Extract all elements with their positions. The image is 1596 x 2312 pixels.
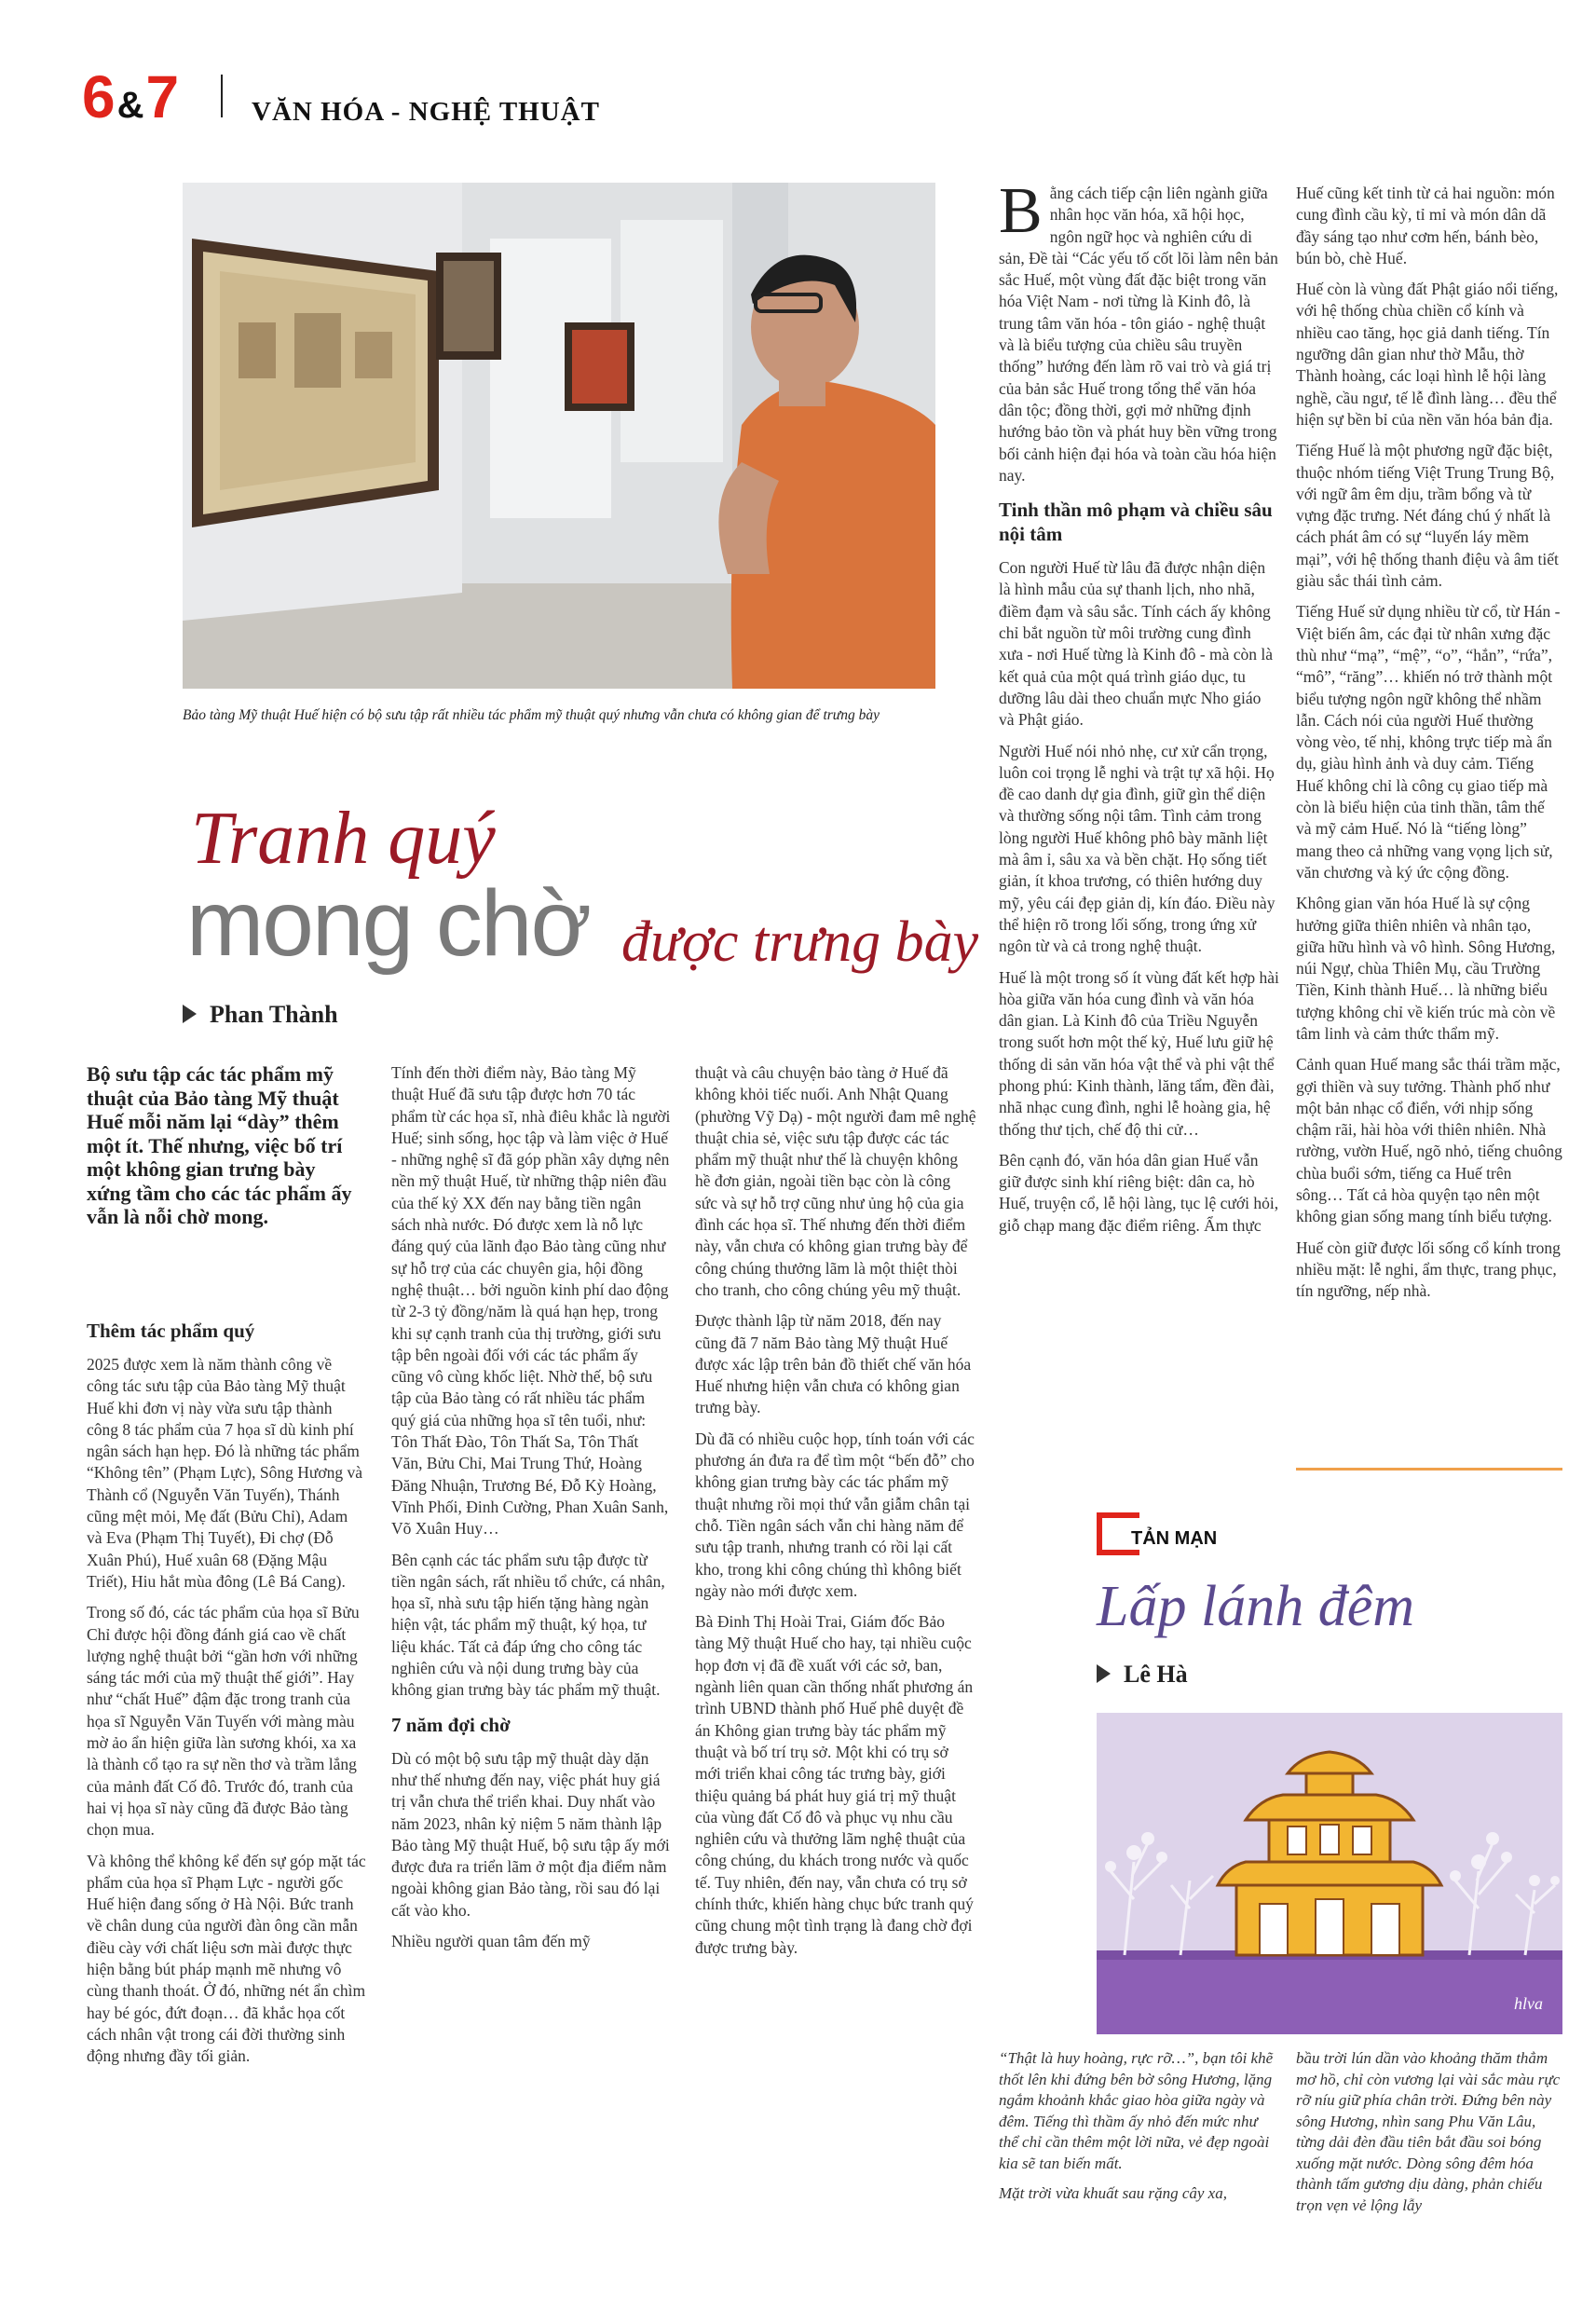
page-number	[82, 63, 180, 135]
paragraph: bầu trời lún dần vào khoảng thăm thẳm mơ hồ, chỉ còn vương lại vài sắc màu rực rỡ níu giữ phía chân trời. Đứng bên này sông Hương, nhìn sang Phu Văn Lâu, từng dải đèn đầu tiên bắt đầu soi bóng xuống mặt nước. Dòng sông đêm hóa thành tấm gương dịu dàng, phản chiếu trọn vẹn vẻ lộng lẫy	[1296, 2049, 1561, 2214]
article-column-2	[391, 1062, 671, 1962]
article-column-4	[999, 175, 1279, 1246]
paragraph: Tính đến thời điểm này, Bảo tàng Mỹ thuật Huế đã sưu tập được hơn 70 tác phẩm từ các họa sĩ, nhà điêu khắc là người Huế; sinh sống, học tập và làm việc ở Huế - những nghệ sĩ đã góp phần xây dựng nên nền mỹ thuật Huế, từ những thập niên đầu của thế kỷ XX đến nay bằng tiền ngân sách nhà nước. Đó được xem là nỗ lực đáng quý của lãnh đạo Bảo tàng cũng như sự hỗ trợ của các chuyên gia, hội đồng nghệ thuật… bởi nguồn kinh phí dao động từ 2-3 tỷ đồng/năm là quá hạn hẹp, trong khi sự cạnh tranh của thị trường, giới sưu tập bên ngoài đối với các tác phẩm ấy cũng vô cùng khốc liệt. Nhờ thế, bộ sưu tập của Bảo tàng có rất nhiều tác phẩm quý giá của những họa sĩ tên tuổi, như: Tôn Thất Đào, Tôn Thất Sa, Tôn Thất Văn, Bửu Chỉ, Mai Trung Thứ, Hoàng Đăng Nhuận, Trương Bé, Đỗ Kỳ Hoàng, Vĩnh Phối, Đinh Cường, Phan Xuân Sanh, Võ Xuân Huy…	[391, 1063, 671, 1539]
paragraph: Dù có một bộ sưu tập mỹ thuật dày dặn như thế nhưng đến nay, việc phát huy giá trị vẫn chưa thể triển khai. Duy nhất vào năm 2023, nhân kỷ niệm 5 năm thành lập Bảo tàng Mỹ thuật Huế, bộ sưu tập ấy mới được đưa ra triển lãm ở một địa điểm nằm ngoài không gian Bảo tàng, rồi sau đó lại cất vào kho.	[391, 1748, 670, 1920]
paragraph: Huế còn là vùng đất Phật giáo nổi tiếng, với hệ thống chùa chiền cổ kính và nhiều cao tăng, học giả danh tiếng. Tín ngưỡng dân gian như thờ Mẫu, thờ Thành hoàng, các loại hình lễ hội làng nghề, cầu ngư, tế lễ đình làng… đều thể hiện sự bền bỉ của nền văn hóa bản địa.	[1296, 280, 1559, 429]
tanman-title: Lấp lánh đêm	[1097, 1575, 1414, 1638]
paragraph: Bà Đinh Thị Hoài Trai, Giám đốc Bảo tàng Mỹ thuật Huế cho hay, tại nhiều cuộc họp đơn vị đã đề xuất với các sở, ban, ngành liên quan cần thống nhất phương án trình UBND thành phố Huế phê duyệt đề án Không gian trưng bày tác phẩm mỹ thuật và bố trí trụ sở. Một khi có trụ sở mới triển khai công tác trưng bày, giới thiệu quảng bá phát huy giá trị mỹ thuật của vùng đất Cố đô và phục vụ nhu cầu nghiên cứu và thưởng lãm nghệ thuật của công chúng, du khách trong nước và quốc tế. Tuy nhiên, đến nay, vẫn chưa có trụ sở chính thức, khiến hàng chục bức tranh quý cũng chung một tình trạng là đang chờ đợi được trưng bày.	[695, 1612, 974, 1957]
paragraph: Tiếng Huế là một phương ngữ đặc biệt, thuộc nhóm tiếng Việt Trung Trung Bộ, với ngữ âm êm dịu, trầm bổng và từ vựng đặc trưng. Nét đáng chú ý nhất là cách phát âm có sự “luyến láy mềm mại”, với hệ thống thanh điệu và âm tiết giàu sắc thái tình cảm.	[1296, 441, 1559, 591]
headline-line-3: được trưng bày	[621, 910, 979, 974]
museum-photo	[183, 183, 935, 689]
page-number-left: 6	[82, 63, 116, 130]
paragraph: Mặt trời vừa khuất sau rặng cây xa,	[999, 2184, 1227, 2202]
paragraph: Không gian văn hóa Huế là sự cộng hưởng giữa thiên nhiên và nhân tạo, giữa hữu hình và vô hình. Sông Hương, núi Ngự, chùa Thiên Mụ, cầu Trường Tiền, Kinh thành Huế… là những biểu tượng không chỉ về kiến trúc mà còn về tâm linh và cảm thức thẩm mỹ.	[1296, 894, 1556, 1043]
column-divider	[1296, 1468, 1562, 1471]
paragraph: Bên cạnh các tác phẩm sưu tập được từ tiền ngân sách, rất nhiều tổ chức, cá nhân, họa sĩ, nhà sưu tập hiến tặng hàng ngàn hiện vật, tác phẩm mỹ thuật, ký họa, tư liệu khác. Tất cả đáp ứng cho công tác nghiên cứu và nội dung trưng bày của không gian trưng bày tác phẩm mỹ thuật.	[391, 1550, 665, 1700]
subheading: Tinh thần mô phạm và chiều sâu nội tâm	[999, 499, 1273, 546]
paragraph: Người Huế nói nhỏ nhẹ, cư xử cẩn trọng, luôn coi trọng lễ nghi và trật tự xã hội. Họ đề cao danh dự gia đình, giữ gìn thể diện và thường sống nội tâm. Tình cảm trong lòng người Huế không phô bày mãnh liệt mà âm ỉ, sâu xa và bền chặt. Họ sống tiết giản, ít khoa trương, có thiên hướng duy mỹ, yêu cái đẹp giản dị, kín đáo. Điều này thể hiện rõ trong lối sống, trong ứng xử ngôn từ và cả trong nghệ thuật.	[999, 741, 1275, 956]
drop-cap: B	[999, 175, 1043, 247]
paragraph: Và không thể không kể đến sự góp mặt tác phẩm của họa sĩ Phạm Lực - người gốc Huế hiện đang sống ở Hà Nội. Bức tranh về chân dung của người đàn ông cần mẫn điều cày với chất liệu sơn mài được thực hiện bằng bút pháp mạnh mẽ nhưng vô cùng thanh thoát. Ở đó, những nét ẩn chìm hay bé góc, đứt đoạn… đã khắc họa cốt cách nhân vật trong cái đời thường sinh động nhưng đầy tối giản.	[87, 1851, 366, 2066]
tanman-byline	[1097, 1661, 1188, 1689]
tanman-column-2	[1296, 2048, 1566, 2225]
photo-caption: Bảo tàng Mỹ thuật Huế hiện có bộ sưu tập rất nhiều tác phẩm mỹ thuật quý nhưng vẫn chưa có không gian để trưng bày	[183, 707, 880, 723]
paragraph: Trong số đó, các tác phẩm của họa sĩ Bửu Chỉ được hội đồng đánh giá cao về chất lượng nghệ thuật bởi “gần hơn với những sáng tác mới của mỹ thuật thế giới”. Hay như “chất Huế” đậm đặc trong tranh của họa sĩ Nguyễn Văn Tuyến với màng màu mờ ảo ẩn hiện giữa làn sương khói, xa xa là thành cổ tạo ra sự nền thơ và trầm lắng của mảnh đất Cố đô. Trước đó, tranh của hai vị họa sĩ này cũng đã được Bảo tàng chọn mua.	[87, 1603, 360, 1840]
headline-line-1: Tranh quý	[191, 798, 496, 880]
paragraph: Huế là một trong số ít vùng đất kết hợp hài hòa giữa văn hóa cung đình và văn hóa dân gian. Là Kinh đô của Triều Nguyễn trong suốt hơn một thế kỷ, Huế lưu giữ hệ thống di sản văn hóa vật thể và phi vật thể phong phú: Kinh thành, lăng tẩm, đền đài, nhã nhạc cung đình, nghi lễ hoàng gia, hệ thống thư tịch, chế độ thi cử…	[999, 967, 1279, 1139]
triangle-icon	[1097, 1664, 1111, 1683]
paragraph: Huế cũng kết tinh từ cả hai nguồn: món cung đình cầu kỳ, tỉ mỉ và món dân dã đầy sáng tạo như cơm hến, bánh bèo, bún bò, chè Huế.	[1296, 184, 1555, 267]
section-title: VĂN HÓA - NGHỆ THUẬT	[252, 97, 600, 127]
phu-van-lau-illustration	[1097, 1713, 1562, 2034]
paragraph: Nhiều người quan tâm đến mỹ	[391, 1931, 591, 1950]
paragraph: Dù đã có nhiều cuộc họp, tính toán với các phương án đưa ra để tìm một “bến đỗ” cho không gian trưng bày các tác phẩm mỹ thuật nhưng rồi mọi thứ vẫn giẫm chân tại chỗ. Tiền ngân sách vẫn chi hàng năm để sưu tập tranh, nhưng tranh có rồi lại cất kho, trong khi công chúng thì không biết ngày nào mới được xem.	[695, 1429, 975, 1600]
pavilion-illustration	[1097, 1713, 1562, 2034]
header-divider	[221, 75, 223, 117]
triangle-icon	[183, 1005, 197, 1023]
paragraph: Cảnh quan Huế mang sắc thái trầm mặc, gợi thiền và suy tưởng. Thành phố như một bản nhạc cổ điển, với nhịp sống chậm rãi, hài hòa với thiên nhiên. Nhà rường, vườn Huế, ngõ nhỏ, tiếng chuông chùa buổi sớm, tiếng ca Huế trên sông… Tất cả hòa quyện tạo nên một không gian sống mang tính biểu tượng.	[1296, 1055, 1562, 1226]
paragraph: Huế còn giữ được lối sống cổ kính trong nhiều mặt: lễ nghi, ẩm thực, trang phục, tín ngưỡng, nếp nhà.	[1296, 1238, 1561, 1301]
tanman-label: TẢN MẠN	[1131, 1528, 1218, 1549]
paragraph: “Thật là huy hoàng, rực rỡ…”, bạn tôi khẽ thốt lên khi đứng bên bờ sông Hương, lặng ngắm khoảnh khắc giao hòa giữa ngày và đêm. Tiếng thì thầm ấy nhỏ đến mức như thể chỉ cần thêm một lời nữa, vẻ đẹp ngoài kia sẽ tan biến mất.	[999, 2049, 1274, 2172]
subheading: 7 năm đợi chờ	[391, 1713, 511, 1736]
paragraph: thuật và câu chuyện bảo tàng ở Huế đã không khỏi tiếc nuối. Anh Nhật Quang (phường Vỹ Dạ) - một người đam mê nghệ thuật chia sẻ, việc sưu tập được các tác phẩm mỹ thuật như thế là chuyện không hề đơn giản, ngoài tiền bạc còn là công sức và sự hỗ trợ cũng như ủng hộ của gia đình các họa sĩ. Thế nhưng đến thời điểm này, vẫn chưa có không gian trưng bày để công chúng thưởng lãm là một thiệt thòi cho tranh, cho công chúng yêu mỹ thuật.	[695, 1063, 976, 1299]
lead-paragraph: Bộ sưu tập các tác phẩm mỹ thuật của Bảo tàng Mỹ thuật Huế mỗi năm lại “dày” thêm một ít. Thế nhưng, việc bố trí một không gian trưng bày xứng tầm cho các tác phẩm ấy vẫn là nỗi chờ mong.	[87, 1062, 352, 1228]
paragraph	[999, 175, 1279, 486]
article-column-1	[87, 1307, 366, 2077]
author-name: Phan Thành	[210, 1001, 338, 1028]
paragraph-text: ằng cách tiếp cận liên ngành giữa nhân học văn hóa, xã hội học, ngôn ngữ học và nghiên cứu di sản, Đề tài “Các yếu tố cốt lõi làm nên bản sắc Huế, một vùng đất đặc biệt trong văn hóa Việt Nam - nơi từng là Kinh đô, là trung tâm văn hóa - tôn giáo - nghệ thuật và là biểu tượng của chiều sâu truyền thống” hướng đến làm rõ vai trò và giá trị của bản sắc Huế trong tổng thể văn hóa dân tộc; đồng thời, gợi mở những định hướng bảo tồn và phát huy bền vững trong bối cảnh hiện đại hóa và toàn cầu hóa hiện nay.	[999, 184, 1278, 485]
article-column-3	[695, 1062, 976, 1968]
byline	[183, 1001, 338, 1029]
page-number-ampersand: &	[116, 85, 144, 126]
paragraph: Con người Huế từ lâu đã được nhận diện là hình mẫu của sự thanh lịch, nho nhã, điềm đạm và sâu sắc. Tính cách ấy không chỉ bắt nguồn từ môi trường cung đình xưa - nơi Huế từng là Kinh đô - mà còn là kết quả của một quá trình giáo dục, tu dưỡng lâu dài theo chuẩn mực Nho giáo và Phật giáo.	[999, 558, 1274, 730]
subheading: Thêm tác phẩm quý	[87, 1320, 255, 1342]
illustration-signature: hlva	[1514, 1994, 1543, 2013]
tanman-author: Lê Hà	[1124, 1661, 1188, 1688]
paragraph: 2025 được xem là năm thành công về công tác sưu tập của Bảo tàng Mỹ thuật Huế khi đơn vị này vừa sưu tập thành công 8 tác phẩm của 7 họa sĩ dù kinh phí ngân sách hạn hẹp. Đó là những tác phẩm “Không tên” (Phạm Lực), Sông Hương và Thành cổ (Nguyễn Văn Tuyến), Thánh cũng mệt mỏi, Mẹ đất (Bửu Chỉ), Adam và Eva (Phạm Thị Tuyết), Đi chợ (Đỗ Xuân Phú), Huế xuân 68 (Đặng Mậu Triết), Hiu hắt mùa đông (Lê Bá Cang).	[87, 1355, 363, 1591]
museum-photo-illustration	[183, 183, 935, 689]
headline-line-2: mong chờ	[186, 871, 591, 976]
paragraph: Bên cạnh đó, văn hóa dân gian Huế vẫn giữ được sinh khí riêng biệt: dân ca, hò Huế, truyện cổ, lễ hội làng, tục lệ cưới hỏi, giỗ chạp mang đặc điểm riêng. Ẩm thực	[999, 1150, 1279, 1235]
page-number-right: 7	[145, 63, 180, 130]
tanman-column-1	[999, 2048, 1276, 2214]
paragraph: Tiếng Huế sử dụng nhiều từ cổ, từ Hán - Việt biến âm, các đại từ nhân xưng đặc thù như “mạ”, “mệ”, “o”, “hắn”, “rứa”, “mô”, “răng”… khiến nó trở thành một biểu tượng ngôn ngữ không thể nhầm lẫn. Cách nói của người Huế thường vòng vèo, tế nhị, không trực tiếp mà ẩn dụ, giàu hình ảnh và duy cảm. Tiếng Huế không chỉ là công cụ giao tiếp mà còn là biểu hiện của tinh thần, tâm thế và mỹ cảm Huế. Nó là “tiếng lòng” mang theo cả những vang vọng lịch sử, văn chương và ký ức cộng đồng.	[1296, 602, 1561, 882]
paragraph: Được thành lập từ năm 2018, đến nay cũng đã 7 năm Bảo tàng Mỹ thuật Huế được xác lập trên bản đồ thiết chế văn hóa Huế nhưng hiện vẫn chưa có không gian trưng bày.	[695, 1311, 972, 1417]
article-column-5	[1296, 183, 1562, 1312]
